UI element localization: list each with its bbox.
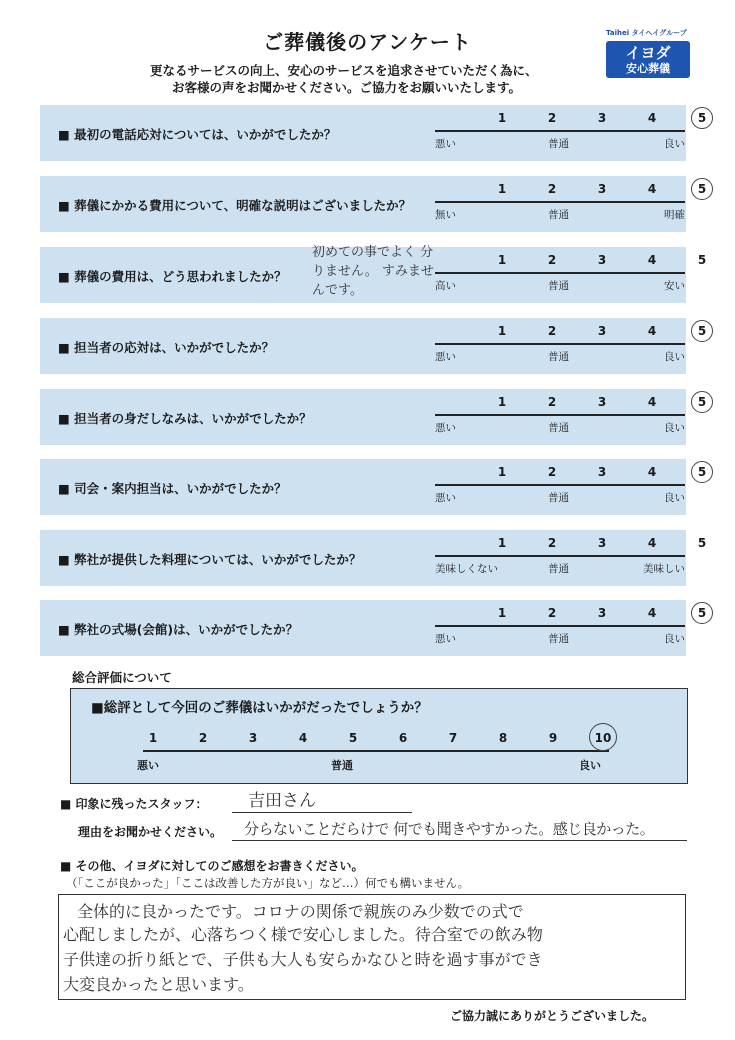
rating-scale	[435, 247, 707, 303]
selected-rating-circle	[691, 178, 713, 200]
mid-label: 普通	[548, 563, 569, 575]
question-row	[40, 176, 707, 232]
rating-option-2[interactable]: 2	[547, 465, 557, 479]
low-label: 悪い	[435, 422, 456, 434]
reason-text: 分らないことだらけで 何でも聞きやすかった。感じ良かった。	[244, 820, 655, 838]
rating-option-5[interactable]: 5	[697, 324, 707, 338]
overall-high-label: 良い	[579, 759, 601, 772]
rating-scale	[435, 459, 707, 515]
overall-rating-scale	[137, 689, 612, 785]
mid-label: 普通	[548, 422, 569, 434]
rating-option-4[interactable]: 4	[647, 465, 657, 479]
reason-underline	[232, 840, 687, 841]
rating-option-1[interactable]: 1	[497, 606, 507, 620]
question-row	[40, 245, 707, 303]
overall-low-label: 悪い	[137, 759, 159, 772]
logo-group-name: Taihei タイヘイグループ	[606, 29, 687, 37]
overall-section-title: 総合評価について	[72, 670, 172, 685]
rating-option-3[interactable]: 3	[597, 253, 607, 267]
staff-name: 吉田さん	[248, 791, 316, 811]
question-text: ■ 担当者の身だしなみは、いかがでしたか？	[58, 411, 312, 426]
intro-line-1: 更なるサービスの向上、安心のサービスを追求させていただく為に、	[150, 63, 538, 78]
question-row	[40, 459, 707, 515]
low-label: 悪い	[435, 138, 456, 150]
rating-option-2[interactable]: 2	[547, 324, 557, 338]
comment-line-2: 心配しましたが、心落ちつく様で安心しました。待合室での飲み物	[63, 925, 543, 944]
question-text: ■ 弊社の式場(会館)は、いかがでしたか？	[58, 622, 299, 637]
rating-option-5[interactable]: 5	[697, 536, 707, 550]
scale-line	[435, 201, 685, 203]
rating-option-5[interactable]: 5	[697, 253, 707, 267]
high-label: 良い	[664, 633, 685, 645]
question-row	[40, 600, 707, 656]
handwritten-note: 初めての事でよく 分りません。 すみませんです。	[312, 245, 434, 298]
low-label: 悪い	[435, 492, 456, 504]
rating-option-2[interactable]: 2	[547, 111, 557, 125]
rating-scale	[435, 389, 707, 445]
mid-label: 普通	[548, 209, 569, 221]
low-label: 高い	[435, 280, 456, 292]
rating-option-3[interactable]: 3	[597, 182, 607, 196]
question-text: ■ 最初の電話応対については、いかがでしたか？	[58, 127, 337, 142]
rating-option-1[interactable]: 1	[497, 182, 507, 196]
high-label: 明確	[664, 209, 685, 221]
overall-scale-line	[143, 750, 609, 752]
overall-option-3[interactable]: 3	[248, 731, 258, 745]
rating-option-3[interactable]: 3	[597, 111, 607, 125]
scale-line	[435, 343, 685, 345]
question-text: ■ 担当者の応対は、いかがでしたか？	[58, 340, 275, 355]
selected-rating-circle	[691, 391, 713, 413]
overall-option-9[interactable]: 9	[548, 731, 558, 745]
rating-scale	[435, 105, 707, 161]
rating-option-5[interactable]: 5	[697, 395, 707, 409]
logo-main-text: イヨダ	[625, 44, 671, 62]
rating-option-2[interactable]: 2	[547, 182, 557, 196]
overall-option-4[interactable]: 4	[298, 731, 308, 745]
rating-option-5[interactable]: 5	[697, 111, 707, 125]
intro-line-2: お客様の声をお聞かせください。ご協力をお願いいたします。	[172, 80, 522, 95]
question-row	[40, 530, 707, 586]
question-row	[40, 318, 707, 374]
high-label: 良い	[664, 492, 685, 504]
rating-option-4[interactable]: 4	[647, 536, 657, 550]
scale-line	[435, 625, 685, 627]
question-text: ■ 弊社が提供した料理については、いかがでしたか？	[58, 552, 362, 567]
rating-scale	[435, 530, 707, 586]
rating-option-4[interactable]: 4	[647, 111, 657, 125]
staff-label: ■ 印象に残ったスタッフ：	[60, 797, 208, 811]
rating-scale	[435, 176, 707, 232]
rating-option-1[interactable]: 1	[497, 324, 507, 338]
rating-option-5[interactable]: 5	[697, 606, 707, 620]
mid-label: 普通	[548, 138, 569, 150]
scale-line	[435, 130, 685, 132]
rating-scale	[435, 318, 707, 374]
comment-line-4: 大変良かったと思います。	[63, 975, 254, 994]
rating-option-1[interactable]: 1	[497, 395, 507, 409]
mid-label: 普通	[548, 492, 569, 504]
rating-scale	[435, 600, 707, 656]
overall-option-7[interactable]: 7	[448, 731, 458, 745]
rating-option-2[interactable]: 2	[547, 606, 557, 620]
mid-label: 普通	[548, 280, 569, 292]
high-label: 良い	[664, 351, 685, 363]
question-row	[40, 105, 707, 161]
overall-option-5[interactable]: 5	[348, 731, 358, 745]
rating-option-4[interactable]: 4	[647, 253, 657, 267]
scale-line	[435, 272, 685, 274]
comments-box	[58, 894, 686, 1000]
rating-option-3[interactable]: 3	[597, 324, 607, 338]
overall-option-10[interactable]: 10	[594, 731, 612, 745]
low-label: 美味しくない	[435, 563, 498, 575]
high-label: 良い	[664, 138, 685, 150]
rating-option-2[interactable]: 2	[547, 253, 557, 267]
low-label: 無い	[435, 209, 456, 221]
low-label: 悪い	[435, 633, 456, 645]
rating-option-1[interactable]: 1	[497, 111, 507, 125]
overall-mid-label: 普通	[331, 759, 353, 772]
rating-option-2[interactable]: 2	[547, 536, 557, 550]
logo-sub-text: 安心葬儀	[626, 62, 670, 75]
comments-hint: （「ここが良かった」「ここは改善した方が良い」など…）何でも構いません。	[66, 876, 470, 890]
rating-option-3[interactable]: 3	[597, 395, 607, 409]
high-label: 良い	[664, 422, 685, 434]
rating-option-4[interactable]: 4	[647, 324, 657, 338]
selected-rating-circle	[691, 461, 713, 483]
rating-option-1[interactable]: 1	[497, 465, 507, 479]
overall-question: ■総評として今回のご葬儀はいかがだったでしょうか？	[91, 700, 428, 716]
staff-underline	[232, 812, 412, 813]
comment-line-1: 全体的に良かったです。コロナの関係で親族のみ少数での式で	[77, 902, 524, 921]
rating-option-1[interactable]: 1	[497, 536, 507, 550]
overall-option-6[interactable]: 6	[398, 731, 408, 745]
overall-option-2[interactable]: 2	[198, 731, 208, 745]
reason-label: 理由をお聞かせください。	[78, 825, 223, 839]
overall-option-1[interactable]: 1	[148, 731, 158, 745]
scale-line	[435, 555, 685, 557]
high-label: 美味しい	[643, 563, 685, 575]
overall-selected-circle	[589, 723, 617, 751]
rating-option-5[interactable]: 5	[697, 182, 707, 196]
low-label: 悪い	[435, 351, 456, 363]
scale-line	[435, 414, 685, 416]
page-title: ご葬儀後のアンケート	[263, 30, 472, 54]
rating-option-1[interactable]: 1	[497, 253, 507, 267]
question-text: ■ 葬儀にかかる費用について、明確な説明はございましたか？	[58, 198, 412, 213]
rating-option-3[interactable]: 3	[597, 465, 607, 479]
rating-option-3[interactable]: 3	[597, 606, 607, 620]
rating-option-4[interactable]: 4	[647, 182, 657, 196]
rating-option-3[interactable]: 3	[597, 536, 607, 550]
mid-label: 普通	[548, 633, 569, 645]
comment-line-3: 子供達の折り紙とで、子供も大人も安らかなひと時を過す事ができ	[63, 950, 543, 969]
high-label: 安い	[664, 280, 685, 292]
question-text: ■ 葬儀の費用は、どう思われましたか？	[58, 269, 287, 284]
footer-thanks: ご協力誠にありがとうございました。	[450, 1009, 655, 1023]
overall-rating-box	[70, 688, 688, 784]
rating-option-4[interactable]: 4	[647, 395, 657, 409]
rating-option-5[interactable]: 5	[697, 465, 707, 479]
selected-rating-circle	[691, 107, 713, 129]
selected-rating-circle	[691, 320, 713, 342]
mid-label: 普通	[548, 351, 569, 363]
selected-rating-circle	[691, 602, 713, 624]
rating-option-4[interactable]: 4	[647, 606, 657, 620]
overall-option-8[interactable]: 8	[498, 731, 508, 745]
rating-option-2[interactable]: 2	[547, 395, 557, 409]
comments-label: ■ その他、イヨダに対してのご感想をお書きください。	[60, 859, 364, 873]
logo-badge	[606, 41, 690, 78]
question-row	[40, 389, 707, 445]
question-text: ■ 司会・案内担当は、いかがでしたか？	[58, 481, 287, 496]
company-logo	[606, 28, 690, 78]
intro-text	[150, 62, 538, 96]
scale-line	[435, 484, 685, 486]
